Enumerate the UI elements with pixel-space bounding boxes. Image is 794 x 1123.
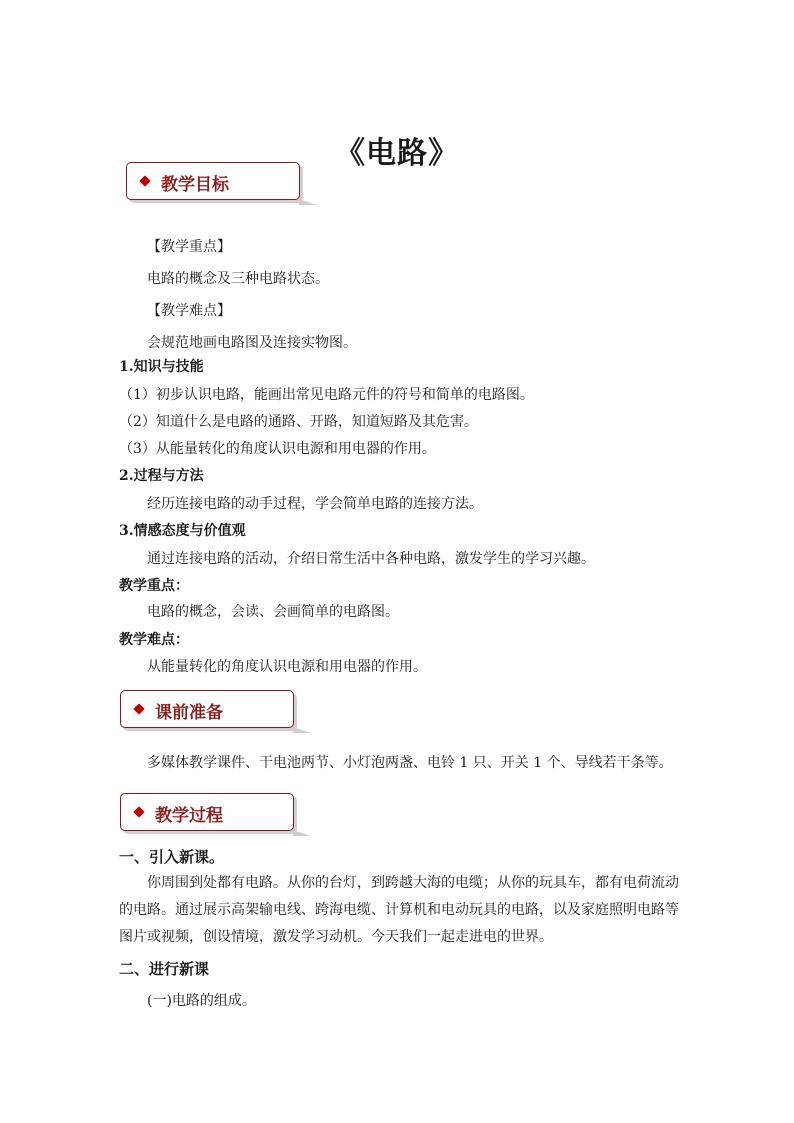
section-tag-objectives [126, 162, 300, 200]
section-tag-prep [120, 690, 294, 728]
part1-header: 一、引入新课。 [119, 848, 225, 866]
difficult-points-2-header: 教学难点： [119, 632, 189, 648]
prep-text: 多媒体教学课件、干电池两节、小灯泡两盏、电铃 1 只、开关 1 个、导线若干条等。 [147, 755, 673, 771]
key-points-2-text: 电路的概念，会读、会画简单的电路图。 [147, 604, 399, 620]
knowledge-item: （2）知道什么是电路的通路、开路，知道短路及其危害。 [119, 414, 478, 430]
emotion-text: 通过连接电路的活动，介绍日常生活中各种电路，激发学生的学习兴趣。 [147, 551, 595, 567]
knowledge-item: （1）初步认识电路，能画出常见电路元件的符号和简单的电路图。 [119, 387, 534, 403]
knowledge-header: 1.知识与技能 [119, 359, 204, 375]
section-label: 教学过程 [155, 806, 223, 826]
key-points-2-header: 教学重点： [119, 578, 189, 594]
part2-header: 二、进行新课 [119, 960, 210, 978]
diamond-icon [133, 806, 144, 817]
key-points-text: 电路的概念及三种电路状态。 [147, 271, 329, 287]
diamond-icon [139, 175, 150, 186]
section-label: 课前准备 [155, 703, 223, 723]
key-points-header: 【教学重点】 [147, 239, 231, 255]
section-tag-process [120, 793, 294, 831]
section-label: 教学目标 [161, 175, 229, 195]
part1-line: 图片或视频，创设情境，激发学习动机。今天我们一起走进电的世界。 [119, 929, 553, 945]
part1-line: 的电路。通过展示高架输电线、跨海电缆、计算机和电动玩具的电路，以及家庭照明电路等 [119, 902, 679, 918]
diamond-icon [133, 703, 144, 714]
process-method-text: 经历连接电路的动手过程，学会简单电路的连接方法。 [147, 496, 483, 512]
difficult-points-text: 会规范地画电路图及连接实物图。 [147, 335, 357, 351]
page-title: 《电路》 [335, 136, 459, 171]
part2-subheader: (一)电路的组成。 [147, 993, 256, 1009]
emotion-header: 3.情感态度与价值观 [119, 523, 246, 539]
difficult-points-2-text: 从能量转化的角度认识电源和用电器的作用。 [147, 659, 427, 675]
difficult-points-header: 【教学难点】 [147, 303, 231, 319]
process-method-header: 2.过程与方法 [119, 468, 204, 484]
knowledge-item: （3）从能量转化的角度认识电源和用电器的作用。 [119, 441, 436, 457]
part1-line: 你周围到处都有电路。从你的台灯，到跨越大海的电缆；从你的玩具车，都有电荷流动 [147, 875, 679, 891]
